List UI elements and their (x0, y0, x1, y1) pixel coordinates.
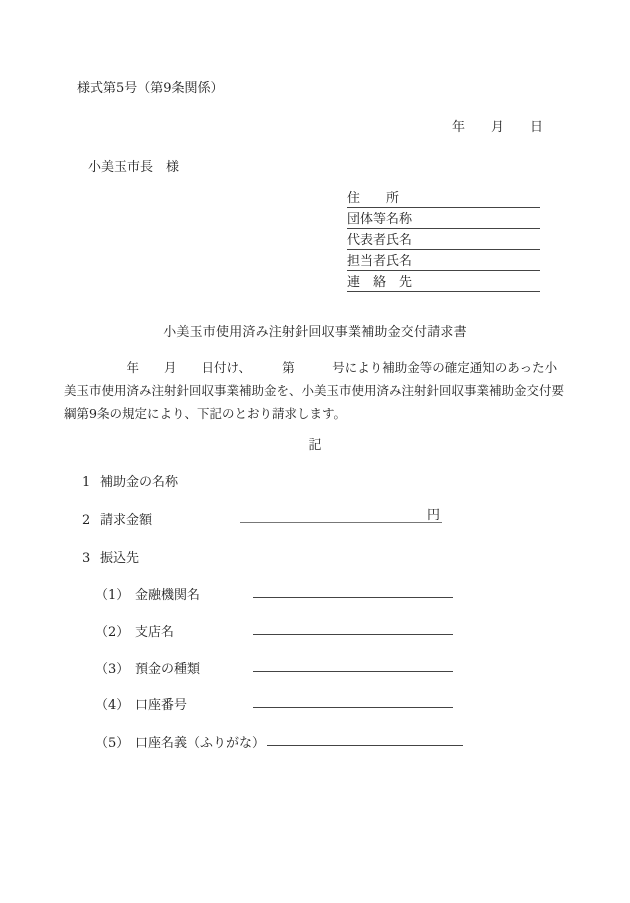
claim-amount-unit: 円 (426, 508, 440, 523)
subitem-branch-name-label: 支店名 (135, 625, 175, 640)
document-title: 小美玉市使用済み注射針回収事業補助金交付請求書 (163, 325, 467, 340)
account-number-blank[interactable] (253, 694, 453, 708)
item-claim-amount (78, 509, 152, 528)
field-organization-name[interactable] (347, 211, 540, 229)
field-contact-person-name-label: 担当者氏名 (347, 254, 413, 269)
date-line: 年 月 日 (451, 120, 543, 135)
subitem-deposit-type-label: 預金の種類 (135, 662, 201, 677)
field-contact-person-name[interactable] (347, 253, 540, 271)
item-claim-amount-label: 請求金額 (100, 513, 153, 528)
subitem-account-number-number: （4） (95, 698, 130, 713)
branch-name-blank[interactable] (253, 621, 453, 635)
subitem-account-holder-number: （5） (95, 736, 130, 751)
item-subsidy-name-number: 1 (82, 475, 91, 490)
field-representative-name-label: 代表者氏名 (347, 233, 413, 248)
account-holder-blank[interactable] (267, 732, 463, 746)
body-line-3: 綱第9条の規定により、下記のとおり請求します。 (64, 406, 346, 421)
subitem-financial-institution-label: 金融機関名 (135, 588, 201, 603)
field-representative-name[interactable] (347, 232, 540, 250)
body-line-1: 年 月 日付け、 第 号により補助金等の確定通知のあった小 (64, 360, 558, 375)
subitem-branch-name (95, 621, 174, 640)
field-organization-name-label: 団体等名称 (347, 212, 413, 227)
field-address[interactable] (347, 190, 540, 208)
financial-institution-blank[interactable] (253, 584, 453, 598)
claim-amount-blank[interactable] (240, 509, 442, 523)
item-transfer-destination-label: 振込先 (100, 551, 140, 566)
field-address-label: 住 所 (347, 191, 400, 206)
subitem-financial-institution (95, 584, 200, 603)
subitem-account-number-label: 口座番号 (135, 698, 188, 713)
subitem-deposit-type (95, 658, 200, 677)
item-transfer-destination-number: 3 (82, 551, 91, 566)
addressee: 小美玉市長 様 (88, 160, 180, 175)
item-transfer-destination (78, 547, 139, 566)
form-number: 様式第5号（第9条関係） (77, 81, 224, 96)
body-line-2: 美玉市使用済み注射針回収事業補助金を、小美玉市使用済み注射針回収事業補助金交付要 (64, 383, 565, 398)
subitem-account-holder-label: 口座名義（ふりがな） (135, 736, 266, 751)
subitem-deposit-type-number: （3） (95, 662, 130, 677)
item-claim-amount-number: 2 (82, 513, 91, 528)
item-subsidy-name (78, 471, 178, 490)
subitem-financial-institution-number: （1） (95, 588, 130, 603)
subitem-account-number (95, 694, 187, 713)
record-marker: 記 (308, 438, 322, 453)
item-subsidy-name-label: 補助金の名称 (100, 475, 179, 490)
field-contact-info-label: 連 絡 先 (347, 275, 413, 290)
deposit-type-blank[interactable] (253, 658, 453, 672)
field-contact-info[interactable] (347, 274, 540, 292)
subitem-account-holder (95, 732, 265, 751)
body-paragraph (64, 356, 572, 425)
subitem-branch-name-number: （2） (95, 625, 130, 640)
